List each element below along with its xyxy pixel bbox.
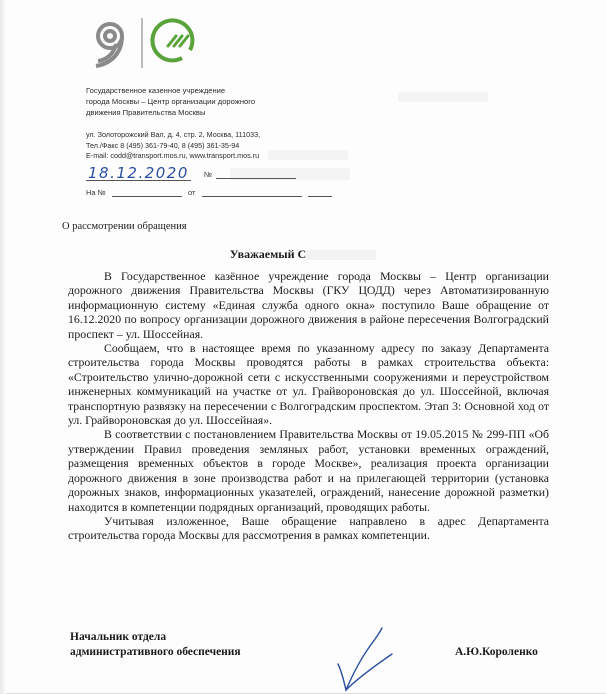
number-label: № <box>204 170 213 179</box>
title-line: административного обеспечения <box>70 646 241 658</box>
ref-date-underline <box>202 196 302 197</box>
redacted-area <box>398 92 488 102</box>
handwritten-signature-icon <box>330 626 400 694</box>
redacted-area <box>268 150 348 160</box>
date-number-row <box>86 166 346 182</box>
salutation-text: Уважаемый С <box>229 247 307 261</box>
number-underline <box>216 178 296 179</box>
paragraph: В соответствии с постановлением Правительства Москвы от 19.05.2015 № 299-ПП «Об утверждении Правил проведения земляных работ, установки временных ограждений, размещения временных объектов в городе Москве», реализация проекта организации дорожного движения в зоне производства работ и на прилегающей территории (установка дорожных знаков, информационных указателей, ограждений, нанесение дорожной разметки) находится в компетенции подрядных организаций, проводящих работы. <box>68 427 549 514</box>
org-line: движения Правительства Москвы <box>86 108 206 117</box>
redacted-name <box>306 250 376 260</box>
date-underline <box>86 180 191 181</box>
codd-logo-icon <box>86 14 246 70</box>
title-line: Начальник отдела <box>70 631 167 643</box>
phone-line: Тел./Факс 8 (495) 361-79-40, 8 (495) 361-35-94 <box>86 140 240 150</box>
ref-from-label: от <box>188 188 196 197</box>
ref-extra-underline <box>308 196 332 197</box>
paragraph: Учитывая изложенное, Ваше обращение направлено в адрес Департамента строительства города Москвы для рассмотрения в рамках компетенции. <box>68 513 549 543</box>
email-line: E-mail: codd@transport.mos.ru, www.transport.mos.ru <box>86 151 260 160</box>
signatory-name: А.Ю.Короленко <box>455 646 538 658</box>
salutation <box>0 247 606 262</box>
org-line: города Москвы – Центр организации дорожного <box>86 97 256 106</box>
paragraph: В Государственное казённое учреждение города Москвы – Центр организации дорожного движения Правительства Москвы (ГКУ ЦОДД) через Автоматизированную информационную систему «Единая служба одного окна» поступило Ваше обращение от 16.12.2020 по вопросу организации дорожного движения в районе пересечения Волгоградский проспект – ул. Шоссейная. <box>68 269 549 341</box>
subject-line: О рассмотрении обращения <box>62 221 187 232</box>
paragraph: Сообщаем, что в настоящее время по указанному адресу по заказу Департамента строительства города Москвы проводятся работы в рамках строительства объекта: «Строительство улично-дорожной сети с искусственными сооружениями и переустройством инженерных коммуникаций на участке от ул. Грайвороновская до ул. Шоссейной, включая транспортную развязку на пересечении с Волгоградским проспектом. Этап 3: Основной ход от ул. Грайвороновская до ул. Шоссейная». <box>68 341 549 428</box>
org-line: Государственное казенное учреждение <box>86 86 226 95</box>
signatory-title <box>70 630 241 660</box>
ref-label: На № <box>86 188 106 197</box>
letter-body <box>68 269 549 543</box>
org-name-block <box>86 85 326 118</box>
address-line: ул. Золоторожский Вал, д. 4, стр. 2, Москва, 111033, <box>86 130 261 139</box>
handwritten-date: 18.12.2020 <box>88 164 189 182</box>
ref-underline <box>112 196 182 197</box>
